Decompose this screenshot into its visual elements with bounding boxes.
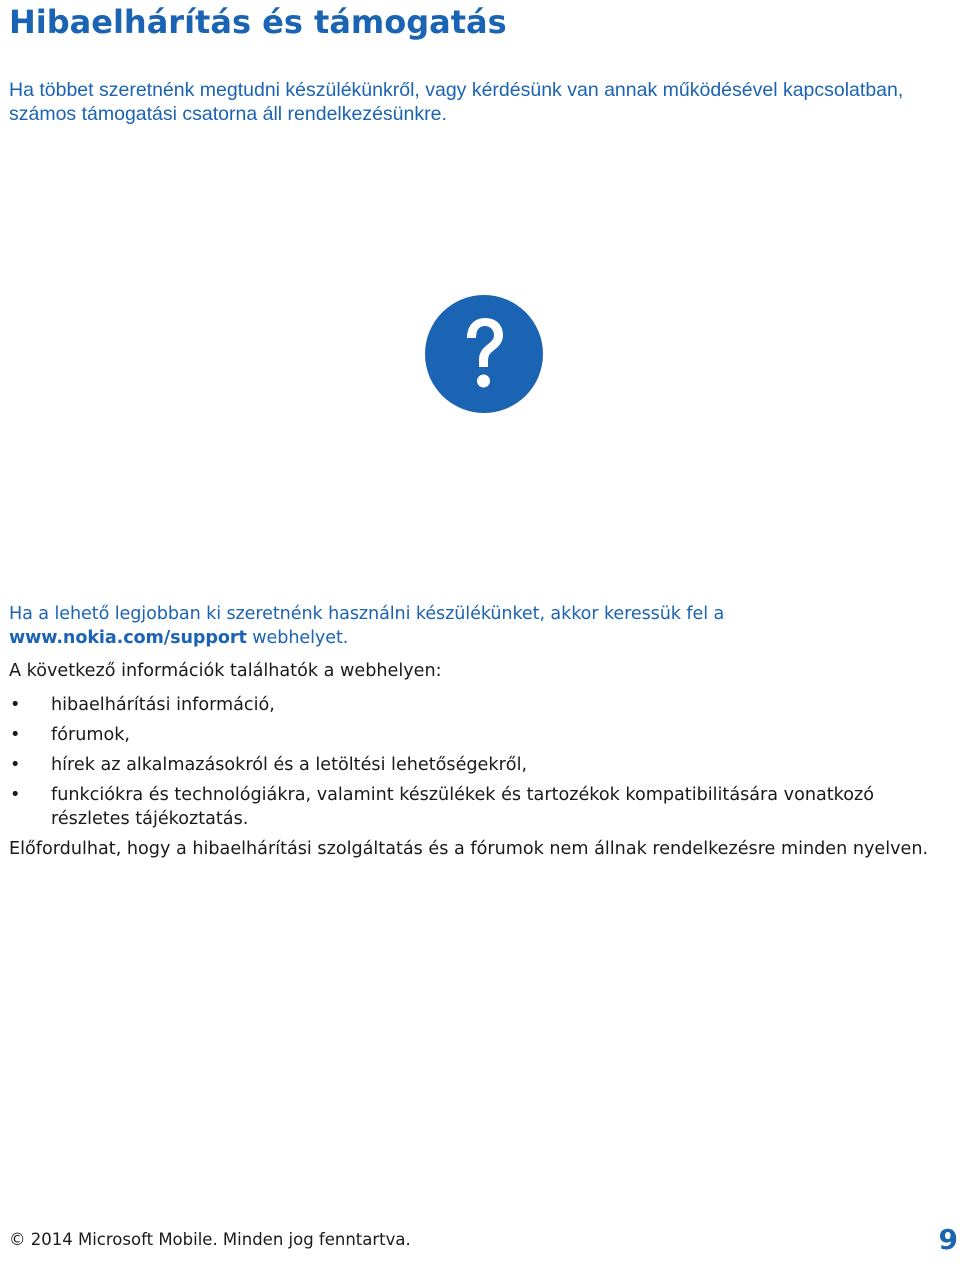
bullet-icon: • [10,785,21,805]
copyright-footer: © 2014 Microsoft Mobile. Minden jog fenntartva. [9,1230,411,1249]
support-website-link[interactable]: www.nokia.com/support [9,628,247,648]
features-list [9,693,955,831]
list-item [9,693,955,717]
bullet-icon: • [10,755,21,775]
list-item [9,753,955,777]
list-item [9,723,955,747]
bullet-icon: • [10,725,21,745]
features-intro: A következő információk találhatók a webhelyen: [9,661,442,681]
language-note: Előfordulhat, hogy a hibaelhárítási szolgáltatás és a fórumok nem állnak rendelkezésre minden nyelven. [9,839,929,859]
page-title: Hibaelhárítás és támogatás [9,3,507,41]
website-paragraph [9,602,955,650]
list-item [9,783,955,831]
list-item-text: hírek az alkalmazásokról és a letöltési lehetőségekről, [51,755,528,775]
website-text-before: Ha a lehető legjobban ki szeretnénk használni készülékünket, akkor keressük fel a [9,604,725,624]
bullet-icon: • [10,695,21,715]
website-text-after: webhelyet. [246,628,349,648]
intro-paragraph: Ha többet szeretnénk megtudni készülékünkről, vagy kérdésünk van annak működésével kapcsolatban, számos támogatási csatorna áll rendelkezésünkre. [9,79,904,125]
list-item-text: hibaelhárítási információ, [51,695,275,715]
question-mark-circle-icon [424,294,544,414]
page-number: 9 [938,1223,958,1256]
list-item-text: funkciókra és technológiákra, valamint készülékek és tartozékok kompatibilitására vonatkozó részletes tájékoztatás. [51,785,874,829]
main-content [9,602,955,861]
list-item-text: fórumok, [51,725,131,745]
